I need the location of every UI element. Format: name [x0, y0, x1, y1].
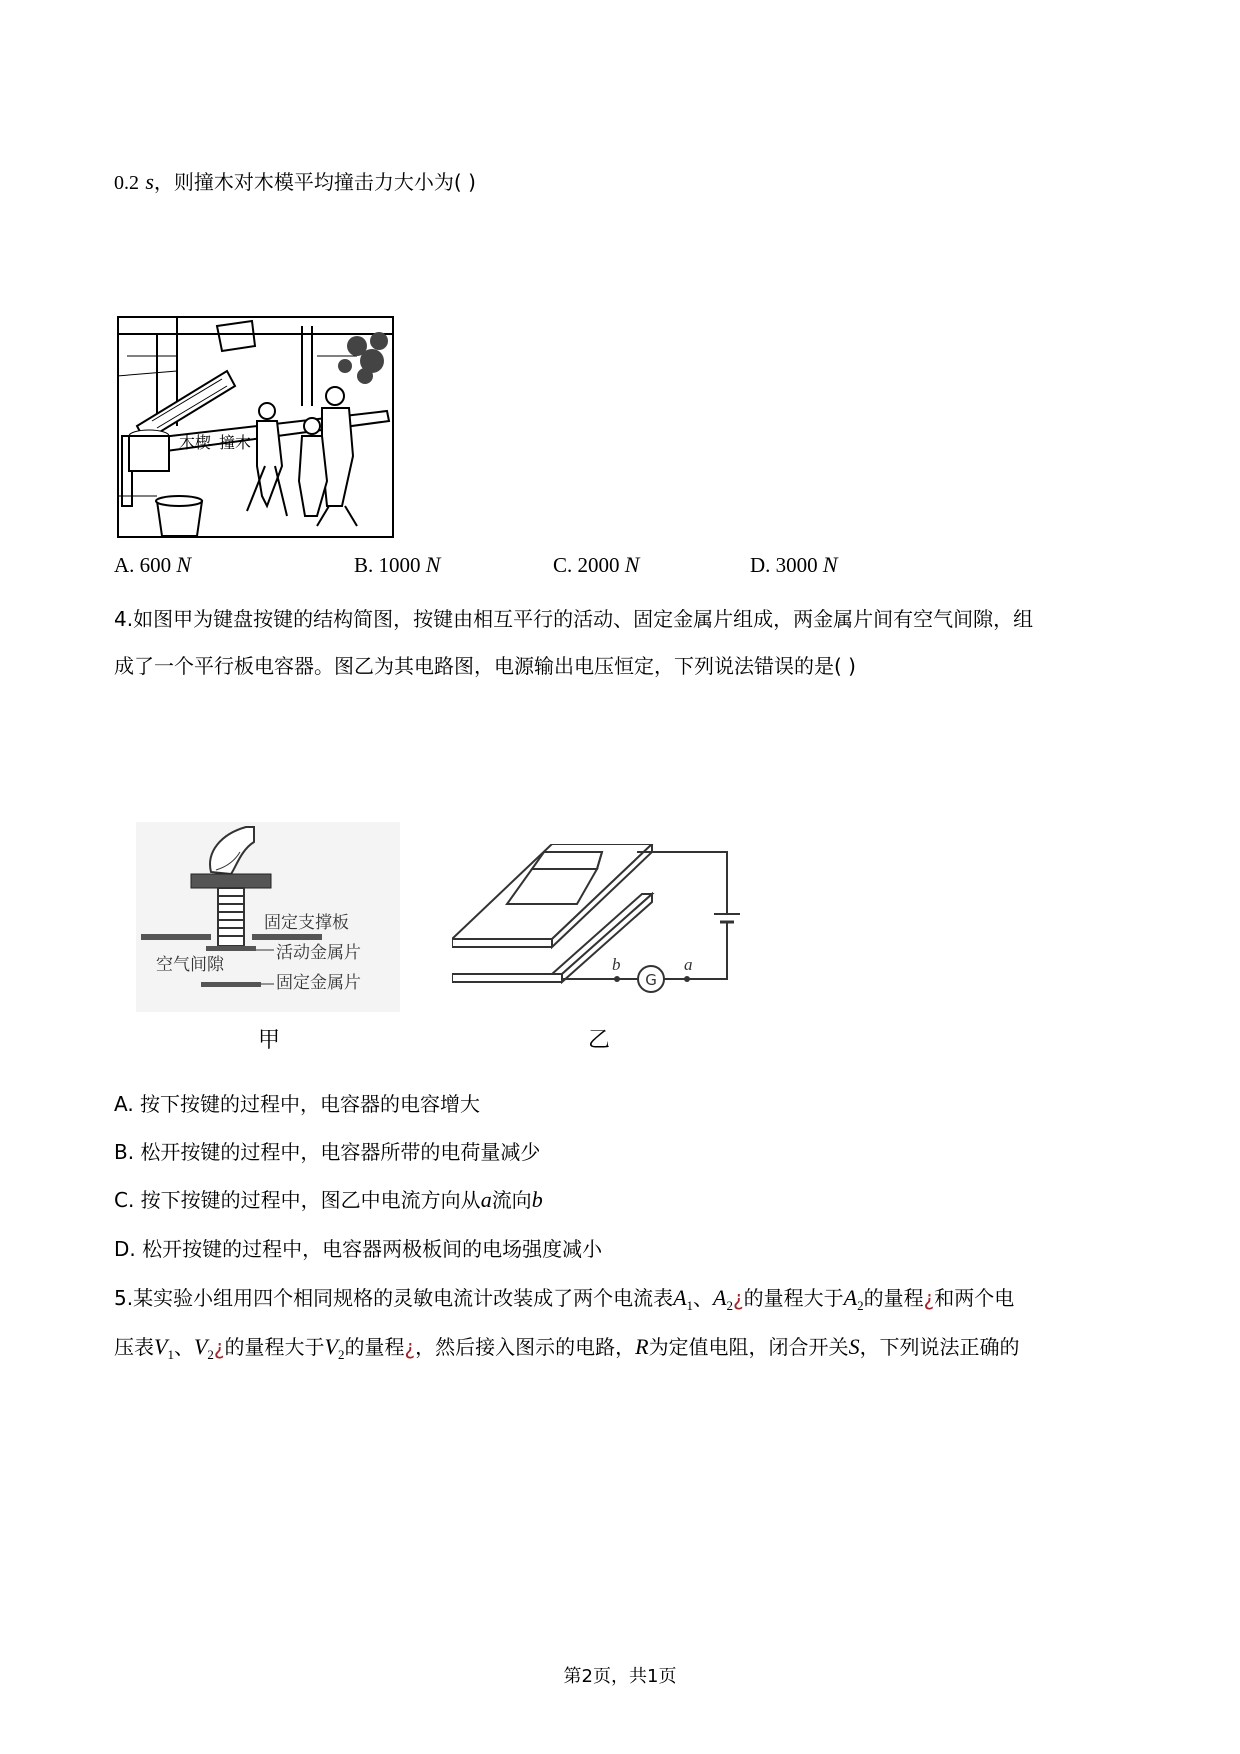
q5-subscript: 1: [167, 1347, 174, 1362]
q5-ammeter-symbol: A: [843, 1285, 858, 1310]
q5-stem-line1: [114, 1282, 1014, 1314]
q5-text: 的量程: [863, 1286, 924, 1310]
node-b-label: b: [612, 955, 621, 974]
q4-figure-yi: [452, 844, 742, 1002]
q3-option-a-letter: A.: [114, 553, 135, 577]
q5-subscript: 2: [857, 1298, 864, 1313]
q5-text: 的量程大于: [224, 1335, 325, 1359]
q3-option-d-value: 3000: [775, 553, 818, 577]
q3-option-d-letter: D.: [750, 553, 771, 577]
label-fixed-metal-plate: 固定金属片: [276, 973, 361, 993]
q5-subscript: 2: [207, 1347, 214, 1362]
q4-option-a[interactable]: A. 按下按键的过程中，电容器的电容增大: [114, 1092, 481, 1116]
q4-figure-jia-caption: 甲: [258, 1028, 281, 1053]
q5-text: ，下列说法正确的: [859, 1335, 1020, 1359]
q4-figure-yi-caption: 乙: [588, 1028, 611, 1053]
q3-stem-unit: s: [145, 169, 154, 194]
q3-stem-value: 0.2: [114, 172, 139, 194]
q5-voltmeter-symbol: V: [324, 1334, 338, 1359]
q5-subscript: 1: [686, 1298, 694, 1313]
q5-ammeter-symbol: A: [713, 1285, 727, 1310]
q3-option-b-value: 1000: [378, 553, 421, 577]
node-a-label: a: [684, 955, 693, 974]
q3-option-b-unit: N: [425, 552, 441, 577]
q5-text: 、: [693, 1286, 714, 1310]
capacitor-circuit-diagram: [452, 844, 742, 1002]
page-number: 第2页，共1页: [563, 1666, 677, 1687]
q5-text: 、: [173, 1335, 194, 1359]
q5-text: 为定值电阻，闭合开关: [648, 1335, 849, 1359]
q4-option-d[interactable]: D. 松开按键的过程中，电容器两极板间的电场强度减小: [114, 1237, 603, 1261]
q4-option-c-var-b: b: [531, 1187, 543, 1212]
q5-subscript: 2: [726, 1298, 733, 1313]
q3-option-b-letter: B.: [354, 553, 374, 577]
q5-text: 压表: [114, 1335, 154, 1359]
woodcut-illustration: [117, 316, 394, 538]
q3-woodcut-figure: [117, 316, 394, 538]
q5-glitch-char: ¿: [733, 1286, 744, 1310]
label-moving-metal-plate: 活动金属片: [276, 943, 361, 963]
q5-voltmeter-symbol: V: [193, 1334, 208, 1359]
q5-resistor-symbol: R: [635, 1334, 649, 1359]
q4-figure-jia: [136, 822, 400, 1012]
q5-text: 5.某实验小组用四个相同规格的灵敏电流计改装成了两个电流表: [114, 1286, 674, 1310]
q3-stem-text: ，则撞木对木模平均撞击力大小为( ): [153, 170, 476, 194]
q3-option-b[interactable]: [354, 552, 440, 578]
label-fixed-support-board: 固定支撑板: [264, 913, 349, 933]
q5-text: ，然后接入图示的电路，: [415, 1335, 636, 1359]
q4-option-c[interactable]: [114, 1184, 543, 1213]
q5-subscript: 2: [337, 1347, 345, 1362]
q3-option-a-unit: N: [176, 552, 192, 577]
q4-option-c-var-a: a: [480, 1187, 492, 1212]
q3-option-c-unit: N: [624, 552, 640, 577]
q4-stem-line2: 成了一个平行板电容器。图乙为其电路图，电源输出电压恒定，下列说法错误的是( ): [114, 654, 856, 678]
q3-option-d[interactable]: [750, 552, 838, 578]
q5-glitch-char: ¿: [923, 1286, 935, 1310]
q4-option-c-mid: 流向: [491, 1188, 532, 1212]
q3-option-a[interactable]: [114, 552, 191, 578]
q3-option-c-letter: C.: [553, 553, 573, 577]
q5-text: 的量程: [344, 1335, 405, 1359]
q5-voltmeter-symbol: V: [154, 1334, 168, 1359]
q3-option-c-value: 2000: [577, 553, 620, 577]
label-air-gap: 空气间隙: [156, 955, 224, 975]
keyboard-key-diagram: [136, 822, 400, 1012]
q4-option-b[interactable]: B. 松开按键的过程中，电容器所带的电荷量减少: [114, 1140, 541, 1164]
q5-ammeter-symbol: A: [673, 1285, 687, 1310]
galvanometer-label: G: [645, 971, 657, 989]
q3-option-c[interactable]: [553, 552, 639, 578]
q3-option-a-value: 600: [139, 553, 172, 577]
woodcut-label-wedge: 木楔: [179, 433, 212, 452]
q3-stem: [114, 166, 476, 195]
q4-option-c-text: C. 按下按键的过程中，图乙中电流方向从: [114, 1188, 481, 1212]
q4-stem-line1: 4.如图甲为键盘按键的结构简图，按键由相互平行的活动、固定金属片组成，两金属片间有空气间隙，组: [114, 607, 1034, 631]
q5-switch-symbol: S: [848, 1334, 860, 1359]
q3-option-d-unit: N: [822, 552, 838, 577]
q5-text: 的量程大于: [743, 1286, 844, 1310]
q5-stem-line2: [114, 1331, 1020, 1363]
q5-glitch-char: ¿: [404, 1335, 416, 1359]
woodcut-label-ram: 撞木: [219, 433, 252, 452]
q5-glitch-char: ¿: [213, 1335, 225, 1359]
q5-text: 和两个电: [934, 1286, 1015, 1310]
